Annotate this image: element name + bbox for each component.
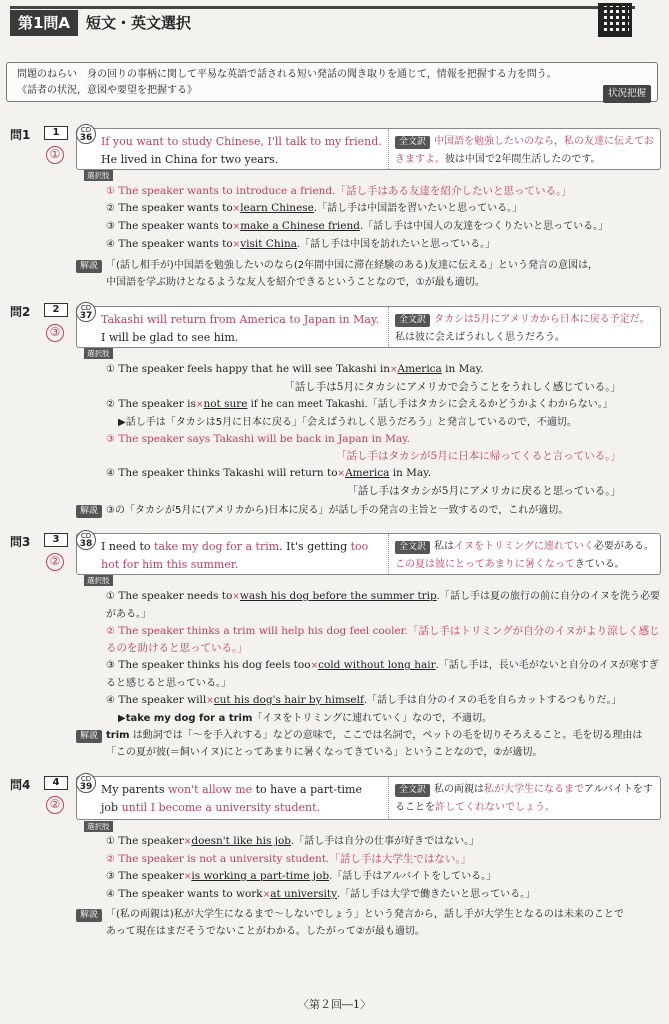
q2-choice-2-note: ▶話し手は「タカシは5月に日本に戻る」「会えばうれしく思うだろう」と発言しているので，不適切。 xyxy=(118,417,577,428)
q3-choices-tag: 選択肢 xyxy=(84,575,113,586)
q3-choice-1: ① The speaker needs to×wash his dog before the summer trip.「話し手は夏の旅行の前に自分のイヌを洗う必要がある。」 xyxy=(106,590,660,620)
q4-choice-4: ④ The speaker wants to work×at university.「話し手は大学で働きたいと思っている。」 xyxy=(106,888,536,900)
q3-answer: ② xyxy=(46,553,64,571)
q1-choice-2: ② The speaker wants to×learn Chinese.「話し手は中国語を習いたいと思っている。」 xyxy=(106,202,523,214)
section-header xyxy=(10,6,635,36)
q2-script: Takashi will return from America to Japan in May. I will be glad to see him. xyxy=(77,307,389,347)
section-title: 短文・英文選択 xyxy=(86,14,192,32)
q3-choice-2: ② The speaker thinks a trim will help his dog feel cooler.「話し手はトリミングが自分のイヌがより涼しく感じるのを助けると思っている。」 xyxy=(106,625,660,654)
q1-answer: ① xyxy=(46,146,64,164)
q3-label: 問3 xyxy=(10,535,31,549)
q4-explanation: 解説 「(私の両親は)私が大学生になるまで〜しないでしょう」という発言から，話し手が大学生となるのは未来のことで あって現在はまだそうでないことがわかる。したがって②が最も適切。 xyxy=(76,906,661,940)
q4-script-box xyxy=(76,776,661,820)
qr-code-icon[interactable] xyxy=(598,3,632,37)
q4-script: My parents won't allow me to have a part-time job until I become a university student. xyxy=(77,777,389,819)
q1-choices-tag: 選択肢 xyxy=(84,170,113,181)
q4-answer: ② xyxy=(46,796,64,814)
q3-choice-4-note: ▶take my dog for a trim「イヌをトリミングに連れていく」なので，不適切。 xyxy=(118,713,492,724)
q4-label: 問4 xyxy=(10,778,31,792)
q2-translation: 全文訳 タカシは5月にアメリカから日本に戻る予定だ。私は彼に会えばうれしく思うだろう。 xyxy=(395,314,650,343)
q4-choice-1: ① The speaker×doesn't like his job.「話し手は自分の仕事が好きではない。」 xyxy=(106,835,480,847)
q1-choice-1: ① The speaker wants to introduce a friend.「話し手はある友達を紹介したいと思っている。」 xyxy=(106,185,572,197)
q2-cd-icon: CD 37 xyxy=(76,302,96,322)
q4-number-box: 4 xyxy=(44,776,68,790)
q2-choice-1-ja: 「話し手は5月にタカシにアメリカで会うことをうれしく感じている。」 xyxy=(284,381,621,393)
aim-line-2: 《話者の状況，意図や要望を把握する》 xyxy=(17,85,197,96)
q2-choice-3-ja: 「話し手はタカシが5月に日本に帰ってくると言っている。」 xyxy=(336,450,621,462)
q1-script: If you want to study Chinese, I'll talk to my friend. He lived in China for two years. xyxy=(77,129,389,169)
q3-script: I need to take my dog for a trim. It's getting too hot for him this summer. xyxy=(77,534,389,574)
q3-choice-4: ④ The speaker will×cut his dog's hair by himself.「話し手は自分のイヌの毛を自らカットするつもりだ。」 xyxy=(106,694,622,706)
q2-number-box: 2 xyxy=(44,303,68,317)
aim-box xyxy=(6,62,658,102)
q2-label: 問2 xyxy=(10,305,31,319)
q4-choices-tag: 選択肢 xyxy=(84,821,113,832)
q1-cd-icon: CD 36 xyxy=(76,124,96,144)
q2-choice-4: ④ The speaker thinks Takashi will return to×America in May. xyxy=(106,467,432,479)
q1-script-box xyxy=(76,128,661,170)
q2-script-box xyxy=(76,306,661,348)
q1-choice-4: ④ The speaker wants to×visit China.「話し手は中国を訪れたいと思っている。」 xyxy=(106,238,496,250)
q2-choices-tag: 選択肢 xyxy=(84,348,113,359)
q2-choice-1: ① The speaker feels happy that he will see Takashi in×America in May. xyxy=(106,363,484,375)
q1-explanation: 解説 「(話し相手が)中国語を勉強したいのなら(2年間中国に滞在経験のある)友達に伝える」という発言の意図は， 中国語を学ぶ助けとなるような友人を紹介できるということなので，①が最も適切。 xyxy=(76,257,661,291)
q3-script-box xyxy=(76,533,661,575)
q1-choices xyxy=(106,183,661,254)
section-badge: 第1問A xyxy=(10,10,78,36)
q4-choices xyxy=(106,833,661,904)
q1-translation: 全文訳 中国語を勉強したいのなら，私の友達に伝えておきますよ。彼は中国で2年間生活したのです。 xyxy=(395,136,655,165)
q2-choice-2: ② The speaker is×not sure if he can meet Takashi.「話し手はタカシに会えるかどうかよくわからない。」 xyxy=(106,398,613,410)
page-footer: 〈第２回―1〉 xyxy=(298,998,371,1011)
q2-choices xyxy=(106,361,661,500)
q4-choice-2: ② The speaker is not a university student.「話し手は大学生ではない。」 xyxy=(106,853,472,865)
q4-choice-3: ③ The speaker×is working a part-time job.「話し手はアルバイトをしている。」 xyxy=(106,870,497,882)
q2-explanation: 解説 ③の「タカシが5月に(アメリカから)日本に戻る」が話し手の発言の主旨と一致するので，これが適切。 xyxy=(76,502,661,519)
q3-choice-3: ③ The speaker thinks his dog feels too×cold without long hair.「話し手は，長い毛がないと自分のイヌが寒すぎると感じると思っている。」 xyxy=(106,659,659,689)
q2-answer: ③ xyxy=(46,324,64,342)
q2-choice-4-ja: 「話し手はタカシが5月にアメリカに戻ると思っている。」 xyxy=(347,485,621,497)
q3-number-box: 3 xyxy=(44,533,68,547)
q1-number-box: 1 xyxy=(44,126,68,140)
q1-choice-3: ③ The speaker wants to×make a Chinese friend.「話し手は中国人の友達をつくりたいと思っている。」 xyxy=(106,220,609,232)
q4-translation: 全文訳 私の両親は私が大学生になるまでアルバイトをすることを許してくれないでしょう。 xyxy=(395,784,653,813)
q3-cd-icon: CD 38 xyxy=(76,530,96,550)
q3-explanation: 解説 trim は動詞では「〜を手入れする」などの意味で，ここでは名詞で，ペットの毛を切りそろえること。毛を切る理由は 「この夏が彼(＝飼いイヌ)にとってあまりに暑くなってきている」ということなので，②が適切。 xyxy=(76,727,661,761)
q4-cd-icon: CD 39 xyxy=(76,773,96,793)
q2-choice-3: ③ The speaker says Takashi will be back in Japan in May. xyxy=(106,433,410,445)
aim-line-1: 問題のねらい 身の回りの事柄に関して平易な英語で話される短い発話の聞き取りを通じて，情報を把握する力を問う。 xyxy=(17,69,557,80)
q3-choices xyxy=(106,588,661,727)
q1-label: 問1 xyxy=(10,128,31,142)
q3-translation: 全文訳 私はイヌをトリミングに連れていく必要がある。この夏は彼にとってあまりに暑くなってきている。 xyxy=(395,541,654,570)
aim-tag: 状況把握 xyxy=(603,85,651,103)
